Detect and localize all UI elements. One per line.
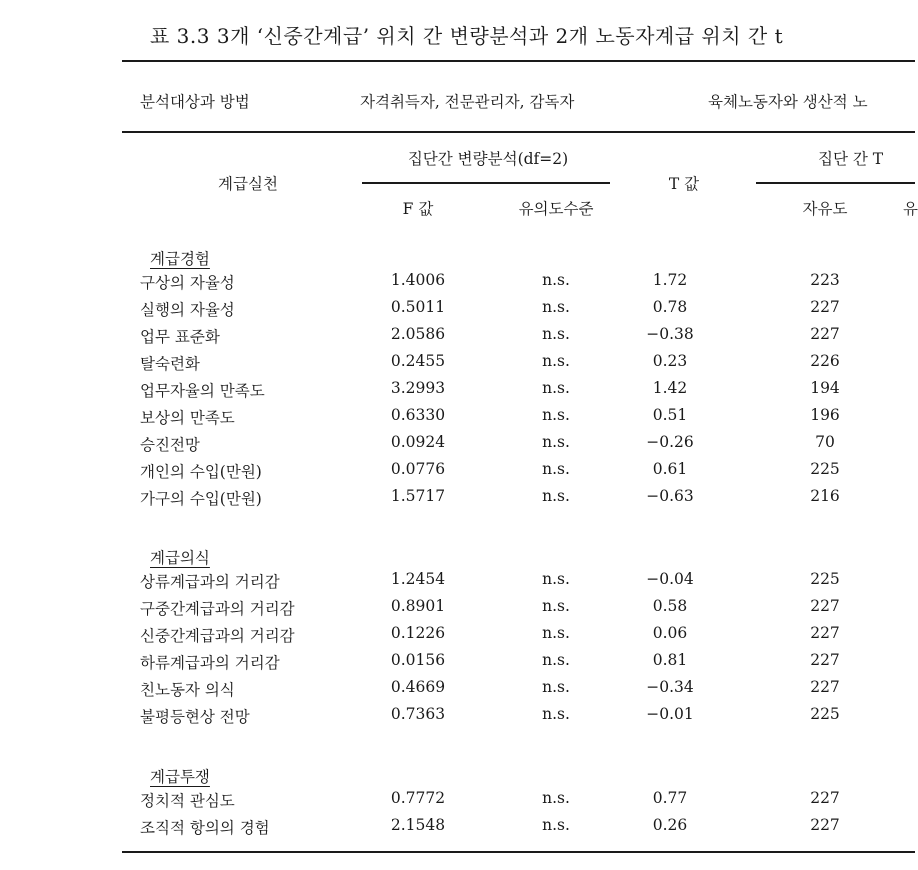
f-value: 0.7363 bbox=[390, 705, 446, 723]
t-value: −0.34 bbox=[646, 678, 694, 696]
significance: n.s. bbox=[542, 325, 570, 343]
row-label: 친노동자 의식 bbox=[140, 681, 235, 699]
f-value: 0.6330 bbox=[390, 406, 446, 424]
significance: n.s. bbox=[542, 651, 570, 669]
table-row bbox=[0, 460, 915, 486]
section-heading: 계급의식 bbox=[150, 549, 210, 567]
table-row bbox=[0, 597, 915, 623]
t-value: 1.72 bbox=[652, 271, 688, 289]
ttest-header: 집단 간 T bbox=[818, 150, 884, 168]
row-label: 정치적 관심도 bbox=[140, 792, 235, 810]
t-value: −0.63 bbox=[646, 487, 694, 505]
row-label: 구중간계급과의 거리감 bbox=[140, 600, 295, 618]
degrees-of-freedom: 225 bbox=[810, 705, 840, 723]
t-value: −0.26 bbox=[646, 433, 694, 451]
t-value: −0.04 bbox=[646, 570, 694, 588]
significance: n.s. bbox=[542, 406, 570, 424]
table-row bbox=[0, 624, 915, 650]
t-value: 0.23 bbox=[652, 352, 688, 370]
significance: n.s. bbox=[542, 705, 570, 723]
significance-header: 유의도수준 bbox=[518, 200, 594, 218]
analysis-label: 분석대상과 방법 bbox=[140, 93, 250, 111]
t-value: 1.42 bbox=[652, 379, 688, 397]
row-label: 탈숙련화 bbox=[140, 355, 200, 373]
group2-label: 육체노동자와 생산적 노 bbox=[708, 93, 868, 111]
table-row bbox=[0, 570, 915, 596]
degrees-of-freedom: 226 bbox=[810, 352, 840, 370]
row-label: 구상의 자율성 bbox=[140, 274, 235, 292]
section-heading: 계급투쟁 bbox=[150, 768, 210, 786]
significance: n.s. bbox=[542, 298, 570, 316]
table-row bbox=[0, 298, 915, 324]
degrees-of-freedom: 225 bbox=[810, 570, 840, 588]
t-value: 0.81 bbox=[652, 651, 688, 669]
bottom-rule bbox=[122, 851, 915, 853]
top-rule bbox=[122, 60, 915, 62]
table-row bbox=[0, 352, 915, 378]
table-row bbox=[0, 651, 915, 677]
t-value: 0.51 bbox=[652, 406, 688, 424]
degrees-of-freedom: 227 bbox=[810, 789, 840, 807]
table-row bbox=[0, 789, 915, 815]
degrees-of-freedom: 227 bbox=[810, 651, 840, 669]
f-value: 0.2455 bbox=[390, 352, 446, 370]
t-value: −0.38 bbox=[646, 325, 694, 343]
degrees-of-freedom: 227 bbox=[810, 325, 840, 343]
row-label: 업무자율의 만족도 bbox=[140, 382, 265, 400]
significance: n.s. bbox=[542, 352, 570, 370]
significance: n.s. bbox=[542, 678, 570, 696]
significance: n.s. bbox=[542, 433, 570, 451]
degrees-of-freedom: 227 bbox=[810, 624, 840, 642]
significance: n.s. bbox=[542, 487, 570, 505]
row-label: 하류계급과의 거리감 bbox=[140, 654, 280, 672]
row-label: 신중간계급과의 거리감 bbox=[140, 627, 295, 645]
f-value: 1.2454 bbox=[390, 570, 446, 588]
f-value: 0.8901 bbox=[390, 597, 446, 615]
degrees-of-freedom: 227 bbox=[810, 298, 840, 316]
group1-label: 자격취득자, 전문관리자, 감독자 bbox=[360, 93, 575, 111]
table-row bbox=[0, 325, 915, 351]
table-row bbox=[0, 433, 915, 459]
f-value: 2.0586 bbox=[390, 325, 446, 343]
significance: n.s. bbox=[542, 460, 570, 478]
significance: n.s. bbox=[542, 570, 570, 588]
f-value: 0.1226 bbox=[390, 624, 446, 642]
f-value-header: F 값 bbox=[402, 200, 434, 218]
t-value: 0.06 bbox=[652, 624, 688, 642]
table-row bbox=[0, 678, 915, 704]
f-value: 0.4669 bbox=[390, 678, 446, 696]
t-value-header: T 값 bbox=[668, 175, 700, 193]
table-row bbox=[0, 406, 915, 432]
row-label: 실행의 자율성 bbox=[140, 301, 235, 319]
truncated-header-fragment: 유 bbox=[903, 200, 918, 218]
table-row bbox=[0, 705, 915, 731]
anova-header: 집단간 변량분석(df=2) bbox=[407, 150, 569, 168]
f-value: 0.0776 bbox=[390, 460, 446, 478]
row-label: 업무 표준화 bbox=[140, 328, 220, 346]
f-value: 2.1548 bbox=[390, 816, 446, 834]
t-value: 0.78 bbox=[652, 298, 688, 316]
row-label: 상류계급과의 거리감 bbox=[140, 573, 280, 591]
section-heading: 계급경험 bbox=[150, 250, 210, 268]
f-value: 1.4006 bbox=[390, 271, 446, 289]
table-row bbox=[0, 816, 915, 842]
f-value: 3.2993 bbox=[390, 379, 446, 397]
significance: n.s. bbox=[542, 816, 570, 834]
t-value: 0.61 bbox=[652, 460, 688, 478]
t-value: −0.01 bbox=[646, 705, 694, 723]
table-row bbox=[0, 487, 915, 513]
f-value: 1.5717 bbox=[390, 487, 446, 505]
degrees-of-freedom: 196 bbox=[810, 406, 840, 424]
degrees-of-freedom: 225 bbox=[810, 460, 840, 478]
f-value: 0.5011 bbox=[390, 298, 446, 316]
f-value: 0.0156 bbox=[390, 651, 446, 669]
significance: n.s. bbox=[542, 789, 570, 807]
t-value: 0.26 bbox=[652, 816, 688, 834]
df-header: 자유도 bbox=[802, 200, 848, 218]
row-label: 불평등현상 전망 bbox=[140, 708, 250, 726]
significance: n.s. bbox=[542, 597, 570, 615]
degrees-of-freedom: 194 bbox=[810, 379, 840, 397]
row-label: 승진전망 bbox=[140, 436, 200, 454]
f-value: 0.0924 bbox=[390, 433, 446, 451]
degrees-of-freedom: 227 bbox=[810, 816, 840, 834]
row-label-header: 계급실천 bbox=[218, 175, 278, 193]
header-rule bbox=[122, 131, 915, 133]
row-label: 보상의 만족도 bbox=[140, 409, 235, 427]
anova-subheader-rule bbox=[362, 182, 610, 184]
row-label: 가구의 수입(만원) bbox=[140, 490, 262, 508]
table-title: 표 3.3 3개 ‘신중간계급’ 위치 간 변량분석과 2개 노동자계급 위치 간 t bbox=[150, 24, 784, 48]
significance: n.s. bbox=[542, 379, 570, 397]
degrees-of-freedom: 70 bbox=[815, 433, 835, 451]
t-value: 0.77 bbox=[652, 789, 688, 807]
row-label: 개인의 수입(만원) bbox=[140, 463, 262, 481]
degrees-of-freedom: 216 bbox=[810, 487, 840, 505]
table-row bbox=[0, 379, 915, 405]
f-value: 0.7772 bbox=[390, 789, 446, 807]
ttest-subheader-rule bbox=[756, 182, 915, 184]
degrees-of-freedom: 223 bbox=[810, 271, 840, 289]
significance: n.s. bbox=[542, 624, 570, 642]
degrees-of-freedom: 227 bbox=[810, 678, 840, 696]
t-value: 0.58 bbox=[652, 597, 688, 615]
table-row bbox=[0, 271, 915, 297]
degrees-of-freedom: 227 bbox=[810, 597, 840, 615]
row-label: 조직적 항의의 경험 bbox=[140, 819, 270, 837]
significance: n.s. bbox=[542, 271, 570, 289]
